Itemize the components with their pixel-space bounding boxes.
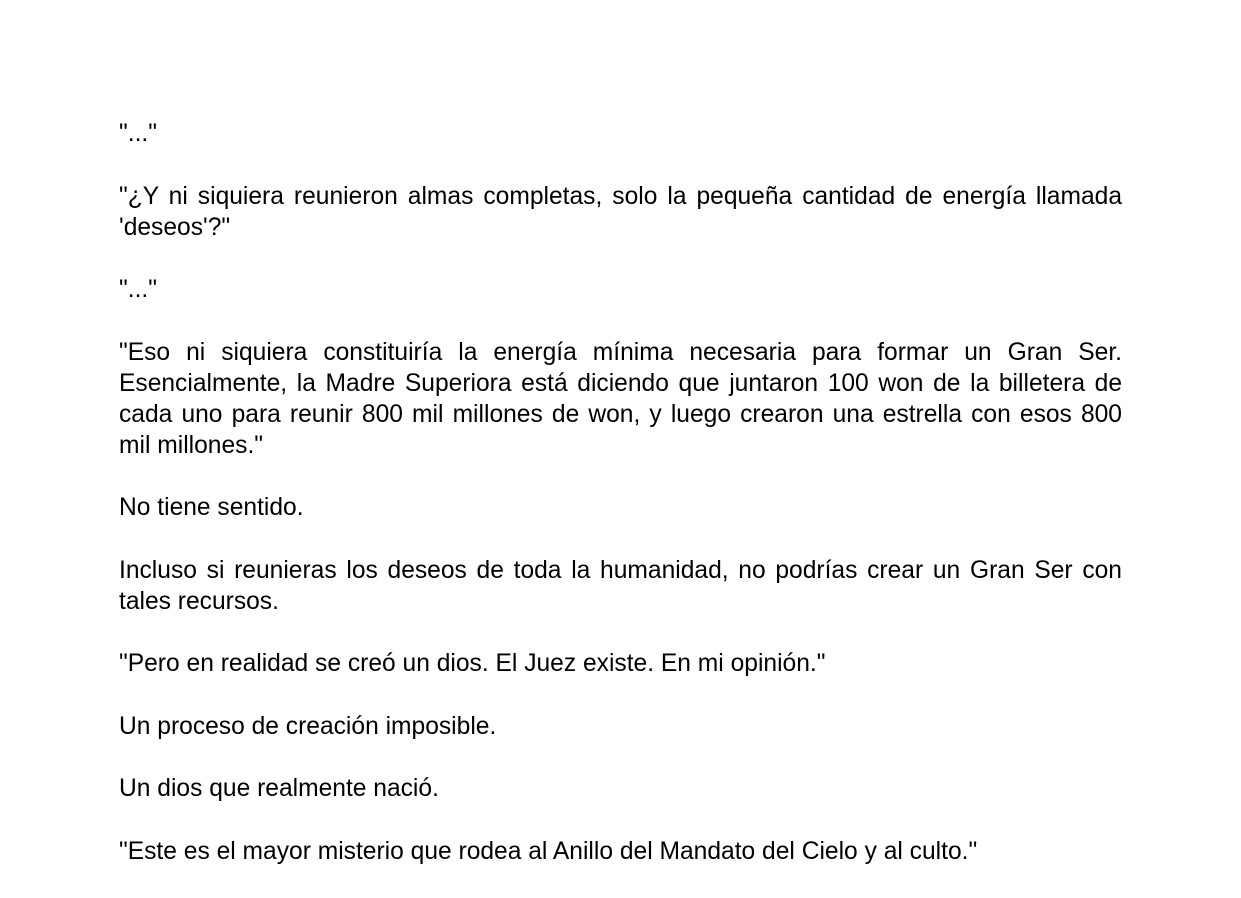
paragraph-9: Un dios que realmente nació. (119, 775, 439, 802)
paragraph-7: "Pero en realidad se creó un dios. El Juez existe. En mi opinión." (119, 650, 826, 677)
paragraph-8: Un proceso de creación imposible. (119, 712, 497, 740)
paragraph-6: Incluso si reunieras los deseos de toda la humanidad, no podrías crear un Gran Ser con tales recursos. (119, 556, 1122, 615)
paragraph-4: "Eso ni siquiera constituiría la energía mínima necesaria para formar un Gran Ser. Esencialmente, la Madre Superiora está diciendo que juntaron 100 won de la billetera de cada uno para reunir 800 mil millones de won, y luego crearon una estrella con esos 800 mil millones." (119, 338, 1122, 459)
paragraph-1: "..." (119, 120, 157, 147)
paragraph-5: No tiene sentido. (119, 494, 304, 521)
paragraph-10: "Este es el mayor misterio que rodea al Anillo del Mandato del Cielo y al culto." (119, 837, 978, 865)
document-page (119, 118, 1122, 898)
paragraph-2: "¿Y ni siquiera reunieron almas completas, solo la pequeña cantidad de energía llamada 'deseos'?" (119, 182, 1122, 241)
paragraph-3: "..." (119, 276, 157, 303)
